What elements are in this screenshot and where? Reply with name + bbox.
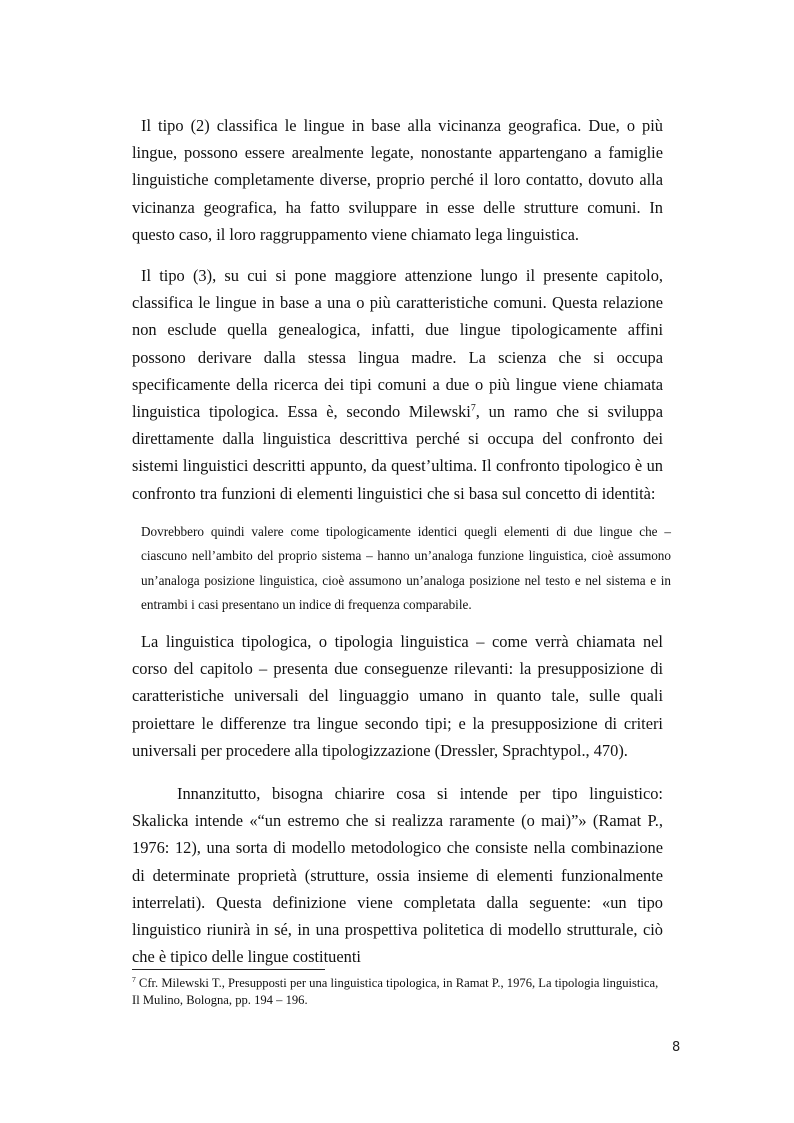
paragraph-typological-classification <box>132 262 663 507</box>
footnote-separator <box>132 969 325 970</box>
footnote-number: 7 <box>132 974 136 984</box>
page-number: 8 <box>672 1040 681 1055</box>
footnote <box>132 975 663 1010</box>
paragraph-linguistic-type: Innanzitutto, bisogna chiarire cosa si intende per tipo linguistico: Skalicka intende «“un estremo che si realizza raramente (o mai)”» (Ramat P., 1976: 12), una sorta di modello metodologico che consiste nella combinazione di determinate proprietà (strutture, ossia insieme di elementi funzionalmente interrelati). Questa definizione viene completata dalla seguente: «un tipo linguistico riunirà in sé, in una prospettiva politetica di modello strutturale, ciò che è tipico delle lingue costituenti <box>132 784 663 967</box>
paragraph-text-after-footnote-ref: , un ramo che si sviluppa direttamente dalla linguistica descrittiva perché si occupa del confronto dei sistemi linguistici descritti appunto, da quest’ultima. Il confronto tipologico è un confronto tra funzioni di elementi linguistici che si basa sul concetto di identità: <box>132 402 664 503</box>
footnote-text: Cfr. Milewski T., Presupposti per una linguistica tipologica, in Ramat P., 1976, La tipologia linguistica, Il Mulino, Bologna, pp. 194 – 196. <box>132 976 659 1008</box>
paragraph-typological-linguistics: La linguistica tipologica, o tipologia linguistica – come verrà chiamata nel corso del capitolo – presenta due conseguenze rilevanti: la presupposizione di caratteristiche universali del linguaggio umano in quanto tale, sulle quali proiettare le differenze tra lingue secondo tipi; e la presupposizione di criteri universali per procedere alla tipologizzazione (Dressler, Sprachtypol., 470). <box>132 632 663 760</box>
block-quote: Dovrebbero quindi valere come tipologicamente identici quegli elementi di due lingue che – ciascuno nell’ambito del proprio sistema – hanno un’analoga funzione linguistica, cioè assumono un’analoga posizione linguistica, cioè assumono un’analoga posizione nel testo e nel sistema e in entrambi i casi presentano un indice di frequenza comparabile. <box>141 524 671 613</box>
footnote-reference[interactable]: 7 <box>470 402 476 414</box>
paragraph-areal-classification: Il tipo (2) classifica le lingue in base alla vicinanza geografica. Due, o più lingue, possono essere arealmente legate, nonostante appartengano a famiglie linguistiche completamente diverse, proprio perché il loro contatto, dovuto alla vicinanza geografica, ha fatto sviluppare in esse delle strutture comuni. In questo caso, il loro raggruppamento viene chiamato lega linguistica. <box>132 116 663 244</box>
paragraph-text-before-footnote-ref: Il tipo (3), su cui si pone maggiore attenzione lungo il presente capitolo, classifica le lingue in base a una o più caratteristiche comuni. Questa relazione non esclude quella genealogica, infatti, due lingue tipologicamente affini possono derivare dalla stessa lingua madre. La scienza che si occupa specificamente della ricerca dei tipi comuni a due o più lingue viene chiamata linguistica tipologica. Essa è, secondo Milewski <box>132 266 663 422</box>
